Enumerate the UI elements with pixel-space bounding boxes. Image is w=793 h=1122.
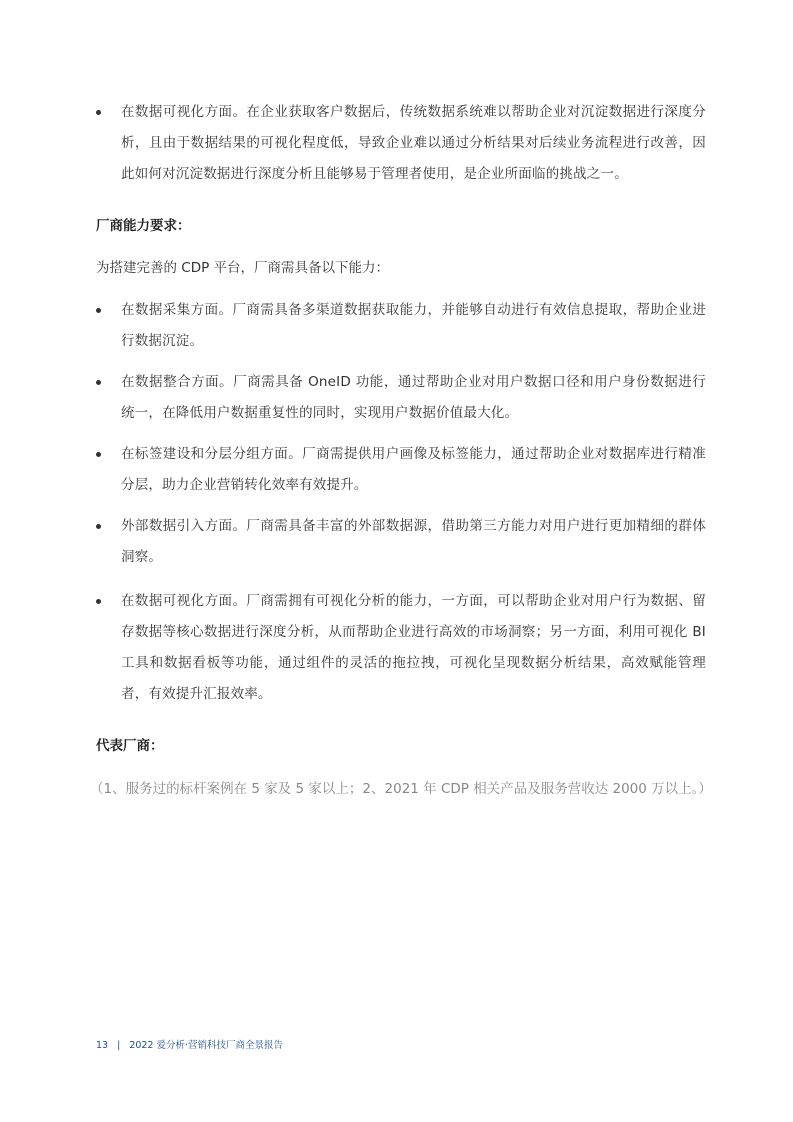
requirement-item bbox=[96, 586, 706, 710]
requirement-item bbox=[96, 295, 706, 357]
requirement-item bbox=[96, 367, 706, 429]
requirement-item bbox=[96, 511, 706, 573]
requirement-text: 在数据可视化方面。厂商需拥有可视化分析的能力，一方面，可以帮助企业对用户行为数据、留存数据等核心数据进行深度分析，从而帮助企业进行高效的市场洞察；另一方面，利用可视化 BI 工具和数据看板等功能，通过组件的灵活的拖拉拽，可视化呈现数据分析结果，高效赋能管理者，有效提升汇报效率。 bbox=[121, 593, 706, 702]
requirement-text: 在数据采集方面。厂商需具备多渠道数据获取能力，并能够自动进行有效信息提取，帮助企业进行数据沉淀。 bbox=[121, 302, 706, 349]
page-number: 13 bbox=[96, 1040, 109, 1051]
report-title: 2022 爱分析·营销科技厂商全景报告 bbox=[129, 1040, 284, 1051]
bullet-dot bbox=[96, 452, 101, 457]
vendor-requirements-intro: 为搭建完善的 CDP 平台，厂商需具备以下能力： bbox=[96, 260, 390, 276]
bullet-data-visualization-challenge bbox=[96, 97, 706, 190]
bullet-dot bbox=[96, 524, 101, 529]
footer-separator: | bbox=[117, 1040, 121, 1051]
bullet-text: 在数据可视化方面。在企业获取客户数据后，传统数据系统难以帮助企业对沉淀数据进行深度分析，且由于数据结果的可视化程度低，导致企业难以通过分析结果对后续业务流程进行改善，因此如何对沉淀数据进行深度分析且能够易于管理者使用，是企业所面临的挑战之一。 bbox=[121, 104, 706, 182]
representative-vendors-criteria: （1、服务过的标杆案例在 5 家及 5 家以上；2、2021 年 CDP 相关产品及服务营收达 2000 万以上。） bbox=[90, 781, 712, 797]
requirement-text: 在数据整合方面。厂商需具备 OneID 功能，通过帮助企业对用户数据口径和用户身份数据进行统一，在降低用户数据重复性的同时，实现用户数据价值最大化。 bbox=[121, 374, 706, 421]
bullet-dot bbox=[96, 308, 101, 313]
representative-vendors-heading: 代表厂商： bbox=[96, 738, 164, 754]
requirement-text: 在标签建设和分层分组方面。厂商需提供用户画像及标签能力，通过帮助企业对数据库进行精准分层，助力企业营销转化效率有效提升。 bbox=[121, 446, 706, 493]
bullet-dot bbox=[96, 599, 101, 604]
requirement-item bbox=[96, 439, 706, 501]
page-footer bbox=[96, 1038, 283, 1054]
vendor-requirements-heading: 厂商能力要求： bbox=[96, 218, 191, 234]
requirement-text: 外部数据引入方面。厂商需具备丰富的外部数据源，借助第三方能力对用户进行更加精细的群体洞察。 bbox=[121, 518, 706, 565]
bullet-dot bbox=[96, 380, 101, 385]
bullet-dot bbox=[96, 110, 101, 115]
